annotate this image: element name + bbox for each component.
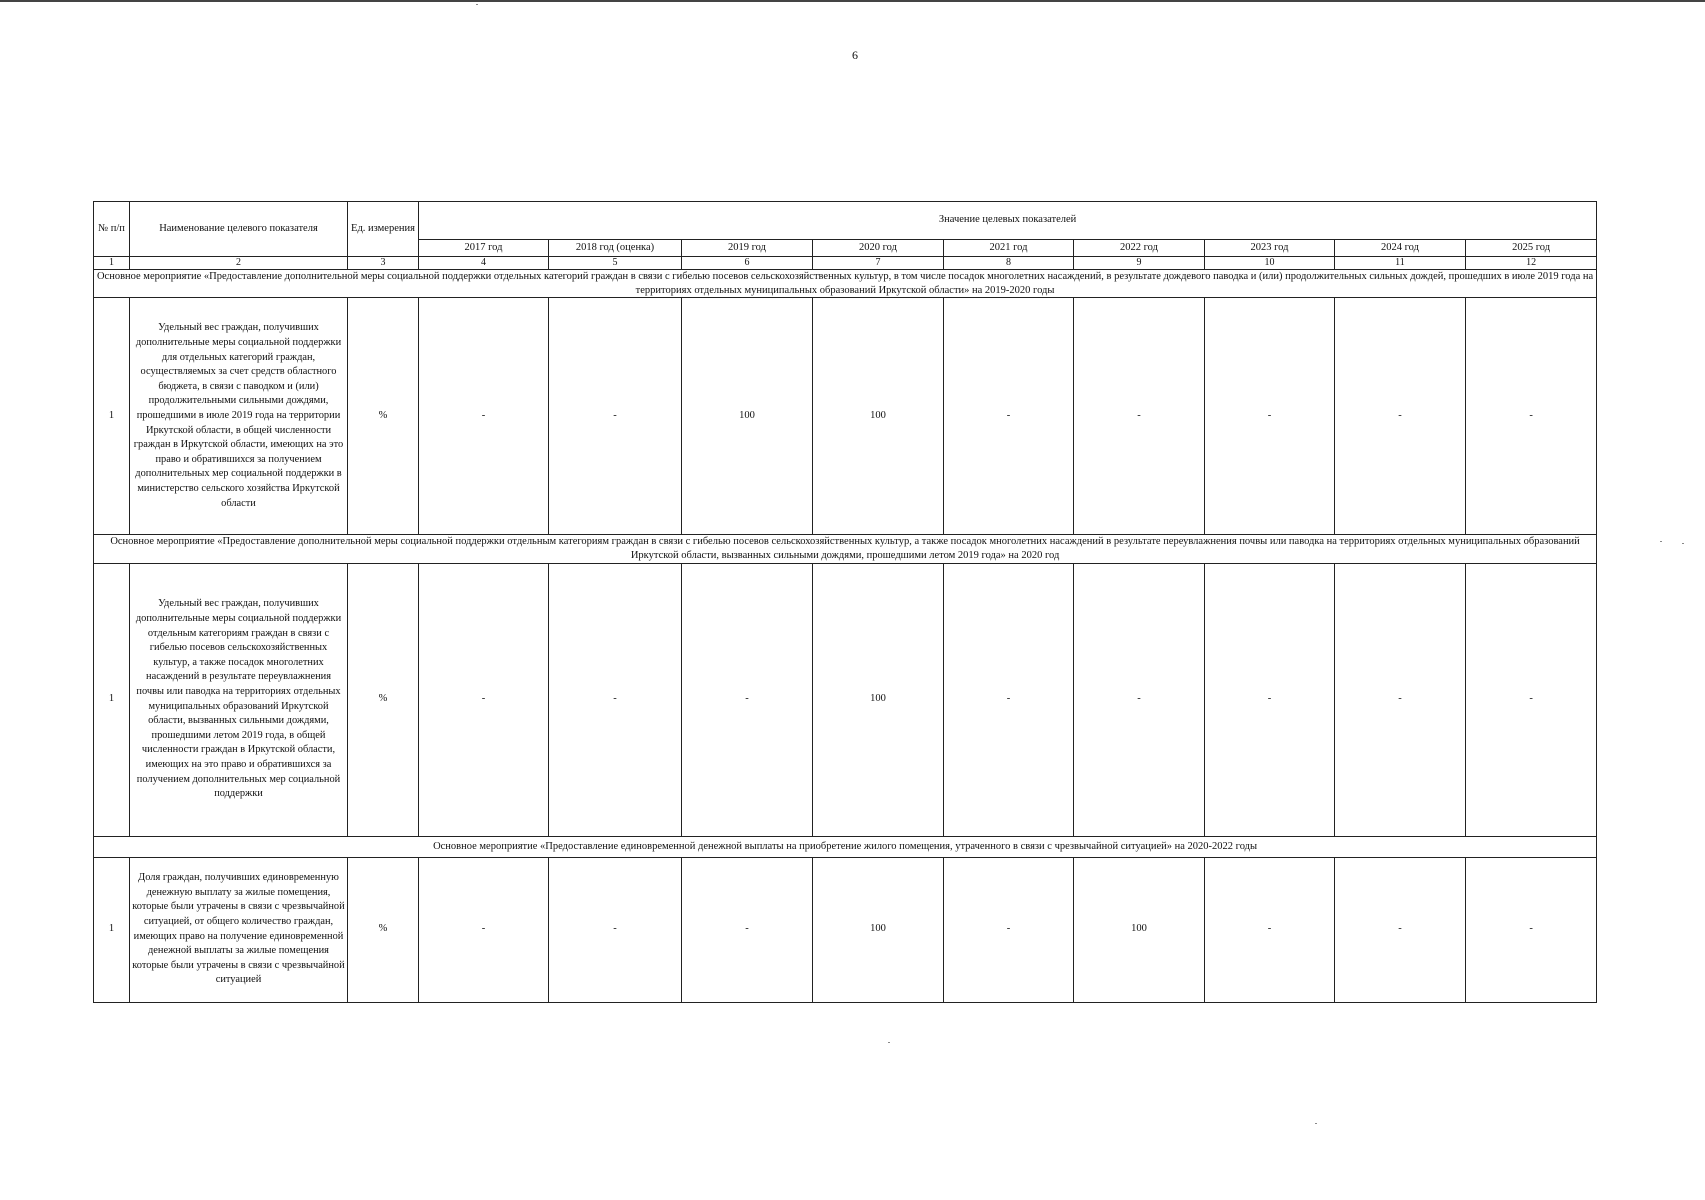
value-cell: 100 <box>813 563 944 836</box>
value-cell: - <box>419 857 549 1002</box>
column-number: 9 <box>1074 257 1205 270</box>
column-number: 11 <box>1335 257 1466 270</box>
unit-cell: % <box>348 857 419 1002</box>
value-cell: 100 <box>813 857 944 1002</box>
table-header-row <box>94 202 1597 240</box>
value-cell: - <box>1074 298 1205 535</box>
indicator-name: Доля граждан, получивших единовременную денежную выплату за жилые помещения, которые были утрачены в связи с чрезвычайной ситуацией, от общего количество граждан, имеющих право на получение единовременной денежной выплаты за жилые помещения которые были утрачены в связи с чрезвычайной ситуацией <box>130 857 348 1002</box>
header-year: 2017 год <box>419 240 549 257</box>
value-cell: 100 <box>813 298 944 535</box>
section-title: Основное мероприятие «Предоставление дополнительной меры социальной поддержки отдельным категориям граждан в связи с гибелью посевов сельскохозяйственных культур, а также посадок многолетних насаждений в результате переувлажнения почвы или паводка на территориях отдельных муниципальных образований Иркутской области, вызванных сильными дождями, прошедшими летом 2019 года» на 2020 год <box>94 535 1597 563</box>
value-cell: - <box>1335 298 1466 535</box>
value-cell: - <box>1335 563 1466 836</box>
table-row <box>94 298 1597 535</box>
header-indicator-name: Наименование целевого показателя <box>130 202 348 257</box>
section-title-row <box>94 535 1597 563</box>
value-cell: - <box>1205 298 1335 535</box>
value-cell: - <box>419 563 549 836</box>
row-num: 1 <box>94 298 130 535</box>
value-cell: - <box>944 857 1074 1002</box>
column-number: 8 <box>944 257 1074 270</box>
column-number: 1 <box>94 257 130 270</box>
row-num: 1 <box>94 857 130 1002</box>
value-cell: - <box>549 298 682 535</box>
value-cell: - <box>1205 563 1335 836</box>
header-num: № п/п <box>94 202 130 257</box>
column-number: 6 <box>682 257 813 270</box>
column-number: 10 <box>1205 257 1335 270</box>
header-year: 2021 год <box>944 240 1074 257</box>
column-number: 3 <box>348 257 419 270</box>
top-border-line <box>0 0 1705 2</box>
table-row <box>94 563 1597 836</box>
table-row <box>94 857 1597 1002</box>
scan-speck <box>888 1042 890 1043</box>
value-cell: - <box>944 298 1074 535</box>
header-year: 2019 год <box>682 240 813 257</box>
section-title-row <box>94 836 1597 857</box>
value-cell: - <box>1335 857 1466 1002</box>
value-cell: - <box>1074 563 1205 836</box>
column-number: 7 <box>813 257 944 270</box>
indicator-name: Удельный вес граждан, получивших дополнительные меры социальной поддержки для отдельных категорий граждан, осуществляемых за счет средств областного бюджета, в связи с паводком и (или) продолжительными сильными дождями, прошедшими в июле 2019 года на территории Иркутской области, в общей численности граждан в Иркутской области, имеющих на это право и обратившихся за получением дополнительных мер социальной поддержки в министерство сельского хозяйства Иркутской области <box>130 298 348 535</box>
header-year: 2022 год <box>1074 240 1205 257</box>
value-cell: - <box>682 563 813 836</box>
value-cell: - <box>549 563 682 836</box>
column-number: 12 <box>1466 257 1597 270</box>
header-year: 2023 год <box>1205 240 1335 257</box>
column-numbers-row <box>94 257 1597 270</box>
section-title-row <box>94 270 1597 298</box>
page-number: 6 <box>852 48 858 62</box>
value-cell: - <box>1466 857 1597 1002</box>
indicator-name: Удельный вес граждан, получивших дополнительные меры социальной поддержки отдельным категориям граждан в связи с гибелью посевов сельскохозяйственных культур, а также посадок многолетних насаждений в результате переувлажнения почвы или паводка на территориях отдельных муниципальных образований Иркутской области, вызванных сильными дождями, прошедшими летом 2019 года, в общей численности граждан в Иркутской области, имеющих на это право и обратившихся за получением дополнительных мер социальной поддержки <box>130 563 348 836</box>
scan-speck <box>1682 543 1684 544</box>
scan-speck <box>1660 541 1662 542</box>
header-year: 2018 год (оценка) <box>549 240 682 257</box>
column-number: 4 <box>419 257 549 270</box>
header-year: 2025 год <box>1466 240 1597 257</box>
column-number: 2 <box>130 257 348 270</box>
value-cell: - <box>1205 857 1335 1002</box>
section-title: Основное мероприятие «Предоставление единовременной денежной выплаты на приобретение жилого помещения, утраченного в связи с чрезвычайной ситуацией» на 2020-2022 годы <box>94 836 1597 857</box>
row-num: 1 <box>94 563 130 836</box>
header-year: 2020 год <box>813 240 944 257</box>
scan-speck <box>476 4 478 5</box>
header-year: 2024 год <box>1335 240 1466 257</box>
target-indicators-table <box>93 201 1597 1003</box>
value-cell: - <box>1466 298 1597 535</box>
value-cell: 100 <box>1074 857 1205 1002</box>
section-title: Основное мероприятие «Предоставление дополнительной меры социальной поддержки отдельных категорий граждан в связи с гибелью посевов сельскохозяйственных культур, в том числе посадок многолетних насаждений, в результате дождевого паводка и (или) продолжительных сильных дождей, прошедших в июле 2019 года на территориях отдельных муниципальных образований Иркутской области» на 2019-2020 годы <box>94 270 1597 298</box>
value-cell: - <box>549 857 682 1002</box>
value-cell: - <box>419 298 549 535</box>
header-values-group: Значение целевых показателей <box>419 202 1597 240</box>
header-unit: Ед. измерения <box>348 202 419 257</box>
unit-cell: % <box>348 563 419 836</box>
scan-speck <box>1315 1123 1317 1124</box>
column-number: 5 <box>549 257 682 270</box>
value-cell: - <box>1466 563 1597 836</box>
unit-cell: % <box>348 298 419 535</box>
value-cell: - <box>944 563 1074 836</box>
value-cell: - <box>682 857 813 1002</box>
value-cell: 100 <box>682 298 813 535</box>
